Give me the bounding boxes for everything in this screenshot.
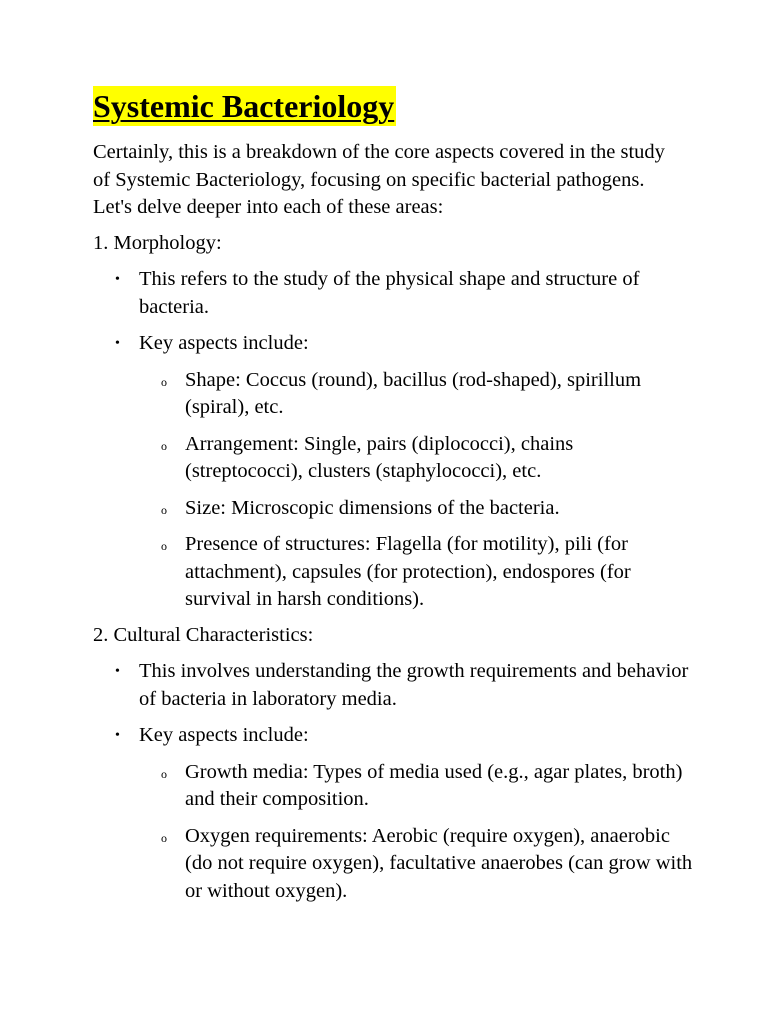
sub-bullet-list bbox=[139, 759, 693, 906]
circle-bullet-icon: o bbox=[161, 830, 167, 845]
sub-list-item-text: Growth media: Types of media used (e.g., agar plates, broth) and their composition. bbox=[185, 760, 683, 810]
list-item-text: This involves understanding the growth requirements and behavior of bacteria in laboratory media. bbox=[139, 660, 689, 710]
intro-paragraph: Certainly, this is a breakdown of the core aspects covered in the study of Systemic Bacteriology, focusing on specific bacterial pathogens. Let's delve deeper into each of these areas: bbox=[93, 141, 665, 218]
list-item bbox=[93, 266, 693, 321]
circle-bullet-icon: o bbox=[161, 502, 167, 517]
list-item bbox=[93, 658, 693, 713]
sub-bullet-list bbox=[139, 367, 693, 614]
list-item-text: This refers to the study of the physical shape and structure of bacteria. bbox=[139, 268, 640, 318]
list-item-text: Key aspects include: bbox=[139, 724, 309, 746]
sub-list-item-text: Arrangement: Single, pairs (diplococci), chains (streptococci), clusters (staphylococci), etc. bbox=[185, 432, 574, 482]
sub-list-item-text: Size: Microscopic dimensions of the bacteria. bbox=[185, 496, 560, 519]
section-cultural-characteristics bbox=[93, 622, 693, 906]
circle-bullet-icon: o bbox=[161, 374, 167, 389]
sub-list-item-text: Shape: Coccus (round), bacillus (rod-shaped), spirillum (spiral), etc. bbox=[185, 368, 642, 418]
bullet-icon: • bbox=[115, 728, 120, 743]
sub-list-item bbox=[139, 823, 693, 906]
section-heading: 2. Cultural Characteristics: bbox=[93, 623, 314, 646]
list-item bbox=[93, 330, 693, 614]
page-title: Systemic Bacteriology bbox=[93, 88, 395, 124]
list-item bbox=[93, 722, 693, 905]
section-heading: 1. Morphology: bbox=[93, 231, 222, 254]
sub-list-item bbox=[139, 759, 693, 814]
bullet-list bbox=[93, 658, 693, 905]
sub-list-item bbox=[139, 495, 693, 523]
circle-bullet-icon: o bbox=[161, 438, 167, 453]
document-page bbox=[93, 86, 693, 905]
bullet-icon: • bbox=[115, 664, 120, 679]
sub-list-item bbox=[139, 367, 693, 422]
bullet-icon: • bbox=[115, 336, 120, 351]
bullet-icon: • bbox=[115, 272, 120, 287]
circle-bullet-icon: o bbox=[161, 539, 167, 553]
circle-bullet-icon: o bbox=[161, 766, 167, 781]
sub-list-item-text: Oxygen requirements: Aerobic (require oxygen), anaerobic (do not require oxygen), facultative anaerobes (can grow with or without oxygen). bbox=[185, 824, 693, 902]
sub-list-item-text: Presence of structures: Flagella (for motility), pili (for attachment), capsules (for protection), endospores (for survival in harsh conditions). bbox=[185, 533, 631, 610]
sub-list-item bbox=[139, 431, 693, 486]
list-item-text: Key aspects include: bbox=[139, 332, 309, 354]
bullet-list bbox=[93, 266, 693, 614]
sub-list-item bbox=[139, 531, 693, 614]
section-morphology bbox=[93, 230, 693, 614]
